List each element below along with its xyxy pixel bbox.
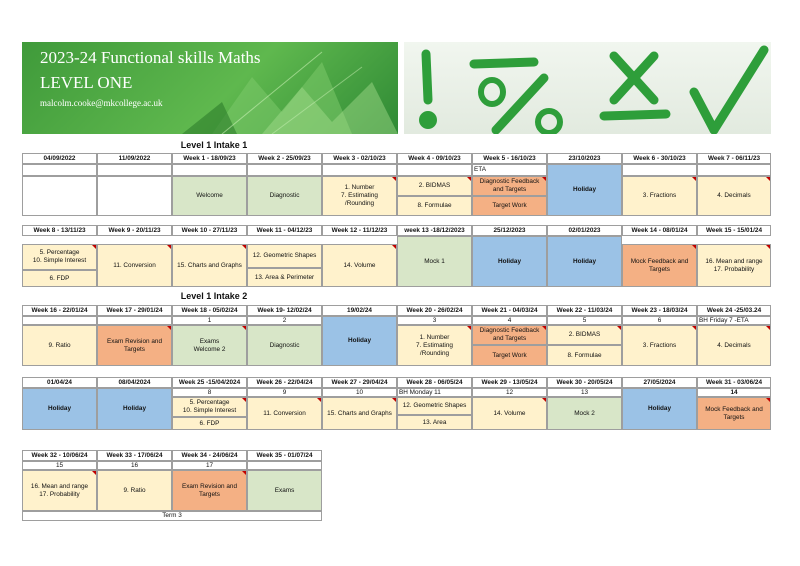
- schedule-cell: 9: [247, 388, 322, 397]
- schedule-cell: 8: [172, 388, 247, 397]
- week-header-cell: Week 33 - 17/06/24: [97, 450, 172, 461]
- schedule-cell: Mock 2: [547, 397, 622, 430]
- schedule-cell: 15. Charts and Graphs: [322, 397, 397, 430]
- banner-title: 2023-24 Functional skills Maths: [40, 48, 261, 67]
- schedule-cell: 2: [247, 316, 322, 325]
- week-header-cell: Week 21 - 04/03/24: [472, 305, 547, 316]
- schedule-cell: 4. Decimals: [697, 325, 771, 366]
- schedule-cell: Holiday: [97, 388, 172, 430]
- schedule-cell: Term 3: [22, 511, 322, 521]
- week-header-cell: Week 18 - 05/02/24: [172, 305, 247, 316]
- schedule-cell: Holiday: [622, 388, 697, 430]
- schedule-cell: 2. BIDMAS: [397, 176, 472, 196]
- schedule-cell: [247, 164, 322, 176]
- schedule-cell: Target Work: [472, 196, 547, 216]
- schedule-cell: [97, 164, 172, 176]
- schedule-cell: 3. Fractions: [622, 176, 697, 216]
- schedule-cell: [97, 176, 172, 216]
- schedule-cell: Holiday: [547, 236, 622, 287]
- schedule-cell: 4. Decimals: [697, 176, 771, 216]
- schedule-cell: 8. Formulae: [547, 345, 622, 366]
- schedule-cell: [22, 164, 97, 176]
- schedule-cell: 1. Number 7. Estimating /Rounding: [397, 325, 472, 366]
- week-header-cell: Week 31 - 03/06/24: [697, 377, 771, 388]
- week-header-cell: Week 35 - 01/07/24: [247, 450, 322, 461]
- week-header-cell: Week 16 - 22/01/24: [22, 305, 97, 316]
- schedule-cell: Welcome: [172, 176, 247, 216]
- schedule-cell: 3. Fractions: [622, 325, 697, 366]
- schedule-cell: Diagnostic Feedback and Targets: [472, 325, 547, 345]
- schedule-cell: 15: [22, 461, 97, 470]
- week-header-cell: Week 17 - 29/01/24: [97, 305, 172, 316]
- schedule-cell: [397, 164, 472, 176]
- week-header-cell: Week 11 - 04/12/23: [247, 225, 322, 236]
- week-header-cell: Week 29 - 13/05/24: [472, 377, 547, 388]
- banner-email: malcolm.cooke@mkcollege.ac.uk: [40, 98, 163, 108]
- week-header-cell: Week 26 - 22/04/24: [247, 377, 322, 388]
- week-header-cell: Week 6 - 30/10/23: [622, 153, 697, 164]
- schedule-cell: 9. Ratio: [22, 325, 97, 366]
- schedule-cell: 16: [97, 461, 172, 470]
- week-header-cell: Week 10 - 27/11/23: [172, 225, 247, 236]
- week-header-cell: Week 7 - 06/11/23: [697, 153, 771, 164]
- schedule-cell: Holiday: [472, 236, 547, 287]
- week-header-cell: Week 4 - 09/10/23: [397, 153, 472, 164]
- week-header-cell: Week 27 - 29/04/24: [322, 377, 397, 388]
- schedule-cell: 16. Mean and range 17. Probability: [697, 244, 771, 287]
- week-header-cell: 04/09/2022: [22, 153, 97, 164]
- schedule-cell: 5. Percentage 10. Simple Interest: [22, 244, 97, 270]
- schedule-cell: Mock Feedback and Targets: [697, 397, 771, 430]
- schedule-cell: 6: [622, 316, 697, 325]
- schedule-cell: 12. Geometric Shapes: [397, 397, 472, 415]
- schedule-cell: 11. Conversion: [247, 397, 322, 430]
- banner-title-panel: [22, 42, 398, 134]
- schedule-cell: [97, 316, 172, 325]
- week-header-cell: Week 32 - 10/06/24: [22, 450, 97, 461]
- schedule-cell: 3: [397, 316, 472, 325]
- schedule-cell: 8. Formulae: [397, 196, 472, 216]
- schedule-cell: [322, 164, 397, 176]
- section-title: Level 1 Intake 1: [180, 140, 248, 150]
- schedule-cell: 2. BIDMAS: [547, 325, 622, 345]
- schedule-cell: 11. Conversion: [97, 244, 172, 287]
- schedule-cell: Diagnostic Feedback and Targets: [472, 176, 547, 196]
- math-symbols-image: [404, 42, 771, 134]
- schedule-cell: Exams Welcome 2: [172, 325, 247, 366]
- schedule-cell: 13: [547, 388, 622, 397]
- schedule-cell: 5: [547, 316, 622, 325]
- section-title: Level 1 Intake 2: [180, 291, 248, 302]
- schedule-cell: [22, 316, 97, 325]
- banner-subtitle: LEVEL ONE: [40, 73, 133, 92]
- schedule-cell: 13. Area & Perimeter: [247, 268, 322, 287]
- header-banner: [22, 42, 771, 134]
- week-header-cell: 19/02/24: [322, 305, 397, 316]
- chalk-symbols-graphic: [404, 42, 771, 134]
- week-header-cell: Week 23 - 18/03/24: [622, 305, 697, 316]
- week-header-cell: Week 15 - 15/01/24: [697, 225, 771, 236]
- schedule-cell: 12: [472, 388, 547, 397]
- schedule-cell: 1: [172, 316, 247, 325]
- week-header-cell: Week 12 - 11/12/23: [322, 225, 397, 236]
- week-header-cell: Week 20 - 26/02/24: [397, 305, 472, 316]
- week-header-cell: Week 19- 12/02/24: [247, 305, 322, 316]
- schedule-cell: BH Monday 11: [397, 388, 472, 397]
- week-header-cell: Week 3 - 02/10/23: [322, 153, 397, 164]
- schedule-cell: Holiday: [547, 164, 622, 216]
- week-header-cell: 01/04/24: [22, 377, 97, 388]
- schedule-cell: Target Work: [472, 345, 547, 366]
- schedule-cell: 5. Percentage 10. Simple Interest: [172, 397, 247, 417]
- week-header-cell: Week 14 - 08/01/24: [622, 225, 697, 236]
- schedule-cell: [622, 164, 697, 176]
- schedule-cell: 6. FDP: [172, 417, 247, 430]
- week-header-cell: Week 8 - 13/11/23: [22, 225, 97, 236]
- schedule-cell: 16. Mean and range 17. Probability: [22, 470, 97, 511]
- week-header-cell: Week 28 - 06/05/24: [397, 377, 472, 388]
- week-header-cell: Week 22 - 11/03/24: [547, 305, 622, 316]
- timetable-grid: [22, 140, 771, 521]
- schedule-cell: Exams: [247, 470, 322, 511]
- schedule-cell: [697, 164, 771, 176]
- week-header-cell: 14: [697, 388, 771, 397]
- schedule-cell: 14. Volume: [472, 397, 547, 430]
- week-header-cell: 08/04/2024: [97, 377, 172, 388]
- schedule-cell: 13. Area: [397, 415, 472, 430]
- schedule-cell: [247, 461, 322, 470]
- schedule-cell: Exam Revision and Targets: [172, 470, 247, 511]
- week-header-cell: week 13 -18/12/2023: [397, 225, 472, 236]
- week-header-cell: 02/01/2023: [547, 225, 622, 236]
- week-header-cell: Week 9 - 20/11/23: [97, 225, 172, 236]
- schedule-cell: 15. Charts and Graphs: [172, 244, 247, 287]
- schedule-cell: [172, 164, 247, 176]
- schedule-cell: 4: [472, 316, 547, 325]
- schedule-cell: 6. FDP: [22, 270, 97, 287]
- schedule-cell: 10: [322, 388, 397, 397]
- schedule-cell: ETA: [472, 164, 547, 176]
- schedule-cell: Diagnostic: [247, 176, 322, 216]
- schedule-cell: 17: [172, 461, 247, 470]
- schedule-cell: 9. Ratio: [97, 470, 172, 511]
- schedule-cell: Mock Feedback and Targets: [622, 244, 697, 287]
- schedule-cell: Holiday: [322, 316, 397, 366]
- week-header-cell: 23/10/2023: [547, 153, 622, 164]
- schedule-cell: 1. Number 7. Estimating /Rounding: [322, 176, 397, 216]
- schedule-cell: Holiday: [22, 388, 97, 430]
- week-header-cell: Week 24 -25/03.24: [697, 305, 771, 316]
- week-header-cell: Week 30 - 20/05/24: [547, 377, 622, 388]
- schedule-cell: BH Friday 7 -ETA: [697, 316, 771, 325]
- week-header-cell: Week 34 - 24/06/24: [172, 450, 247, 461]
- week-header-cell: Week 5 - 16/10/23: [472, 153, 547, 164]
- schedule-cell: 12. Geometric Shapes: [247, 244, 322, 268]
- schedule-cell: [22, 176, 97, 216]
- schedule-cell: Exam Revision and Targets: [97, 325, 172, 366]
- schedule-cell: Mock 1: [397, 236, 472, 287]
- schedule-cell: Diagnostic: [247, 325, 322, 366]
- week-header-cell: Week 1 - 18/09/23: [172, 153, 247, 164]
- schedule-cell: 14. Volume: [322, 244, 397, 287]
- week-header-cell: 11/09/2022: [97, 153, 172, 164]
- week-header-cell: Week 25 -15/04/2024: [172, 377, 247, 388]
- week-header-cell: 25/12/2023: [472, 225, 547, 236]
- week-header-cell: 27/05/2024: [622, 377, 697, 388]
- week-header-cell: Week 2 - 25/09/23: [247, 153, 322, 164]
